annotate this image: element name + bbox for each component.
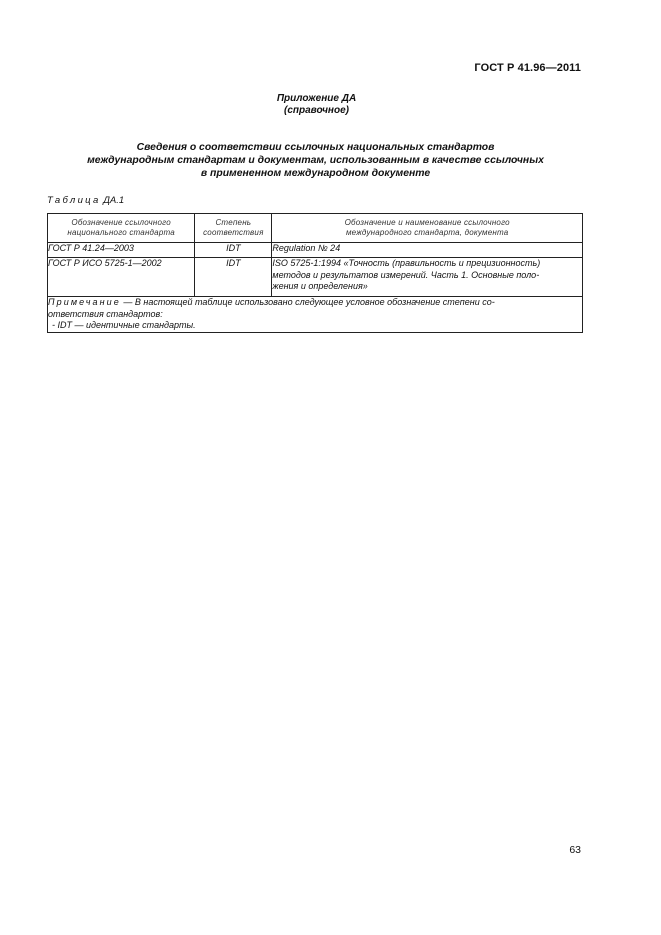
table-caption-word: Таблица: [47, 195, 101, 206]
international-line: методов и результатов измерений. Часть 1. Основные поло-: [272, 269, 540, 280]
note-text: В настоящей таблице использовано следующее условное обозначение степени со-: [134, 297, 495, 307]
column-header-international: [272, 214, 583, 243]
annex-title: Приложение ДА: [276, 93, 357, 104]
degree-cell: IDT: [195, 243, 272, 258]
note-line-1: [48, 297, 582, 309]
table-caption: [47, 195, 124, 206]
international-standard-cell: [272, 258, 583, 297]
table-row: [48, 243, 583, 258]
column-header-line: соответствия: [203, 228, 264, 237]
table-note: [48, 297, 583, 333]
column-header-line: Степень: [215, 218, 252, 227]
column-header-national: [48, 214, 195, 243]
heading-line-2: международным стандартам и документам, использованным в качестве ссылочных: [87, 155, 544, 166]
table-header-row: [48, 214, 583, 243]
heading-line-3: в примененном международном документе: [200, 168, 431, 179]
note-dash: —: [120, 297, 135, 307]
table-note-row: [48, 297, 583, 333]
note-line-2: - IDT — идентичные стандарты.: [52, 320, 196, 330]
note-label: Примечание: [48, 297, 121, 307]
national-standard-cell: ГОСТ Р 41.24—2003: [48, 243, 195, 258]
table-row: [48, 258, 583, 297]
heading-line-1: Сведения о соответствии ссылочных национальных стандартов: [136, 142, 495, 153]
national-standard-cell: ГОСТ Р ИСО 5725-1—2002: [48, 258, 195, 297]
international-line: жения и определения»: [272, 281, 368, 291]
international-standard-cell: [272, 243, 583, 258]
page-number: 63: [569, 844, 581, 856]
note-line-1b: ответствия стандартов:: [48, 308, 163, 319]
table-caption-id: ДА.1: [103, 195, 125, 206]
annex-subtitle: (справочное): [284, 105, 349, 116]
column-header-line: национального стандарта: [67, 228, 175, 237]
column-header-line: Обозначение ссылочного: [71, 218, 171, 227]
international-line: Regulation № 24: [272, 243, 341, 253]
column-header-degree: [195, 214, 272, 243]
column-header-line: международного стандарта, документа: [345, 228, 509, 237]
correspondence-table: [47, 213, 583, 333]
section-heading: [40, 141, 591, 180]
document-code: ГОСТ Р 41.96—2011: [474, 62, 581, 74]
international-line: ISO 5725-1:1994 «Точность (правильность и прецизионность): [272, 258, 541, 268]
column-header-line: Обозначение и наименование ссылочного: [344, 218, 510, 227]
degree-cell: IDT: [195, 258, 272, 297]
